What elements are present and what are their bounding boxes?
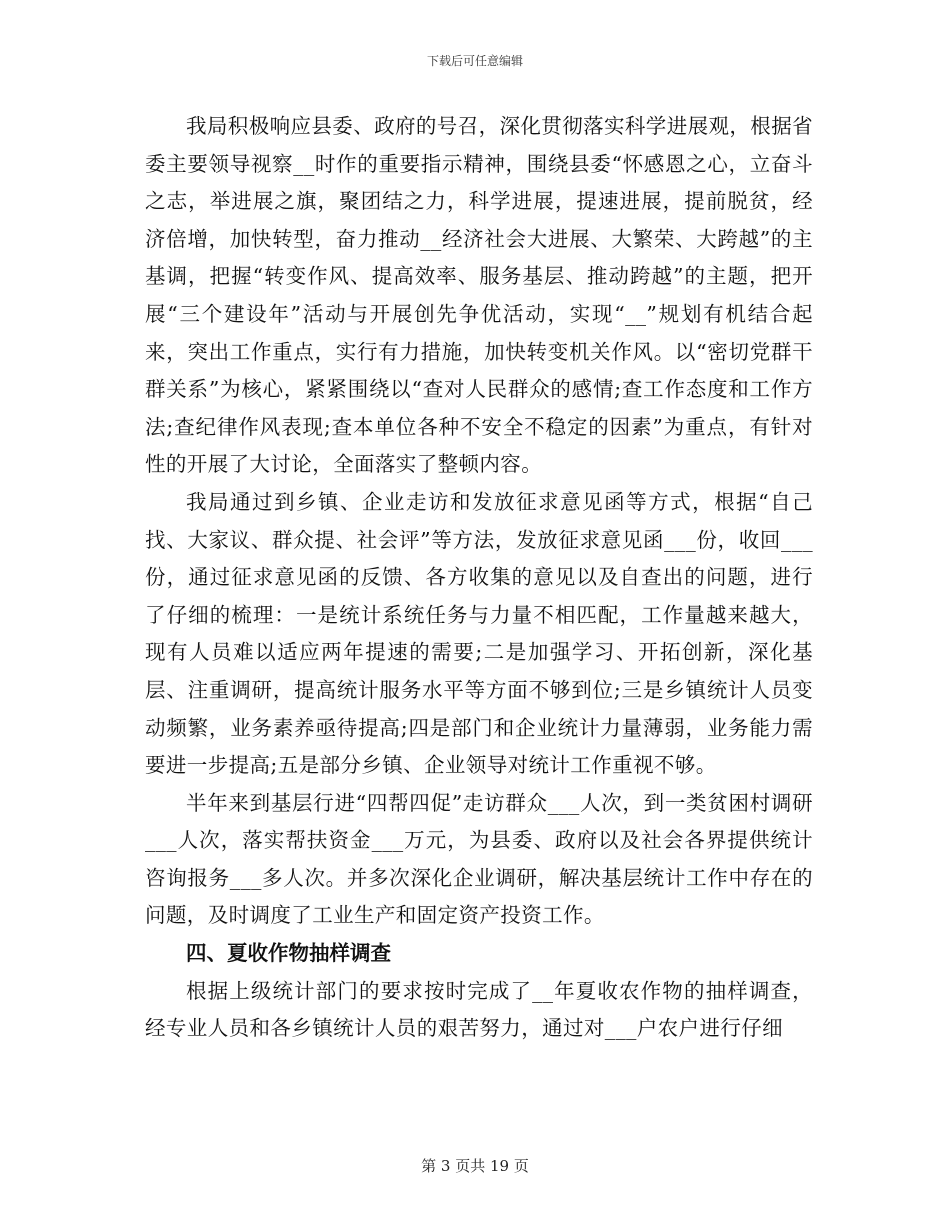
paragraph-3: 半年来到基层行进“四帮四促”走访群众___人次，到一类贫困村调研___人次，落实帮扶资金___万元，为县委、政府以及社会各界提供统计咨询报务___多人次。并多次深化企业调研，解决基层统计工作中存在的问题，及时调度了工业生产和固定资产投资工作。 xyxy=(145,790,813,928)
paragraph-4: 根据上级统计部门的要求按时完成了__年夏收农作物的抽样调查，经专业人员和各乡镇统计人员的艰苦努力，通过对___户农户进行仔细 xyxy=(145,978,813,1041)
section-heading: 四、夏收作物抽样调查 xyxy=(186,941,391,966)
page-header: 下载后可任意编辑 xyxy=(426,54,523,68)
paragraph-1: 我局积极响应县委、政府的号召，深化贯彻落实科学进展观，根据省委主要领导视察__时作的重要指示精神，围绕县委“怀感恩之心，立奋斗之志，举进展之旗，聚团结之力，科学进展，提速进展，提前脱贫，经济倍增，加快转型，奋力推动__经济社会大进展、大繁荣、大跨越”的主基调，把握“转变作风、提高效率、服务基层、推动跨越”的主题，把开展“三个建设年”活动与开展创先争优活动，实现“__”规划有机结合起来，突出工作重点，实行有力措施，加快转变机关作风。以“密切党群干群关系”为核心，紧紧围绕以“查对人民群众的感情;查工作态度和工作方法;查纪律作风表现;查本单位各种不安全不稳定的因素”为重点，有针对性的开展了大讨论，全面落实了整顿内容。 xyxy=(145,114,813,477)
page-footer: 第 3 页共 19 页 xyxy=(421,1157,529,1175)
paragraph-2: 我局通过到乡镇、企业走访和发放征求意见函等方式，根据“自己找、大家议、群众提、社会评”等方法，发放征求意见函___份，收回___份，通过征求意见函的反馈、各方收集的意见以及自查出的问题，进行了仔细的梳理：一是统计系统任务与力量不相匹配，工作量越来越大，现有人员难以适应两年提速的需要;二是加强学习、开拓创新，深化基层、注重调研，提高统计服务水平等方面不够到位;三是乡镇统计人员变动频繁，业务素养亟待提高;四是部门和企业统计力量薄弱，业务能力需要进一步提高;五是部分乡镇、企业领导对统计工作重视不够。 xyxy=(145,489,813,778)
document-body xyxy=(145,108,813,1048)
